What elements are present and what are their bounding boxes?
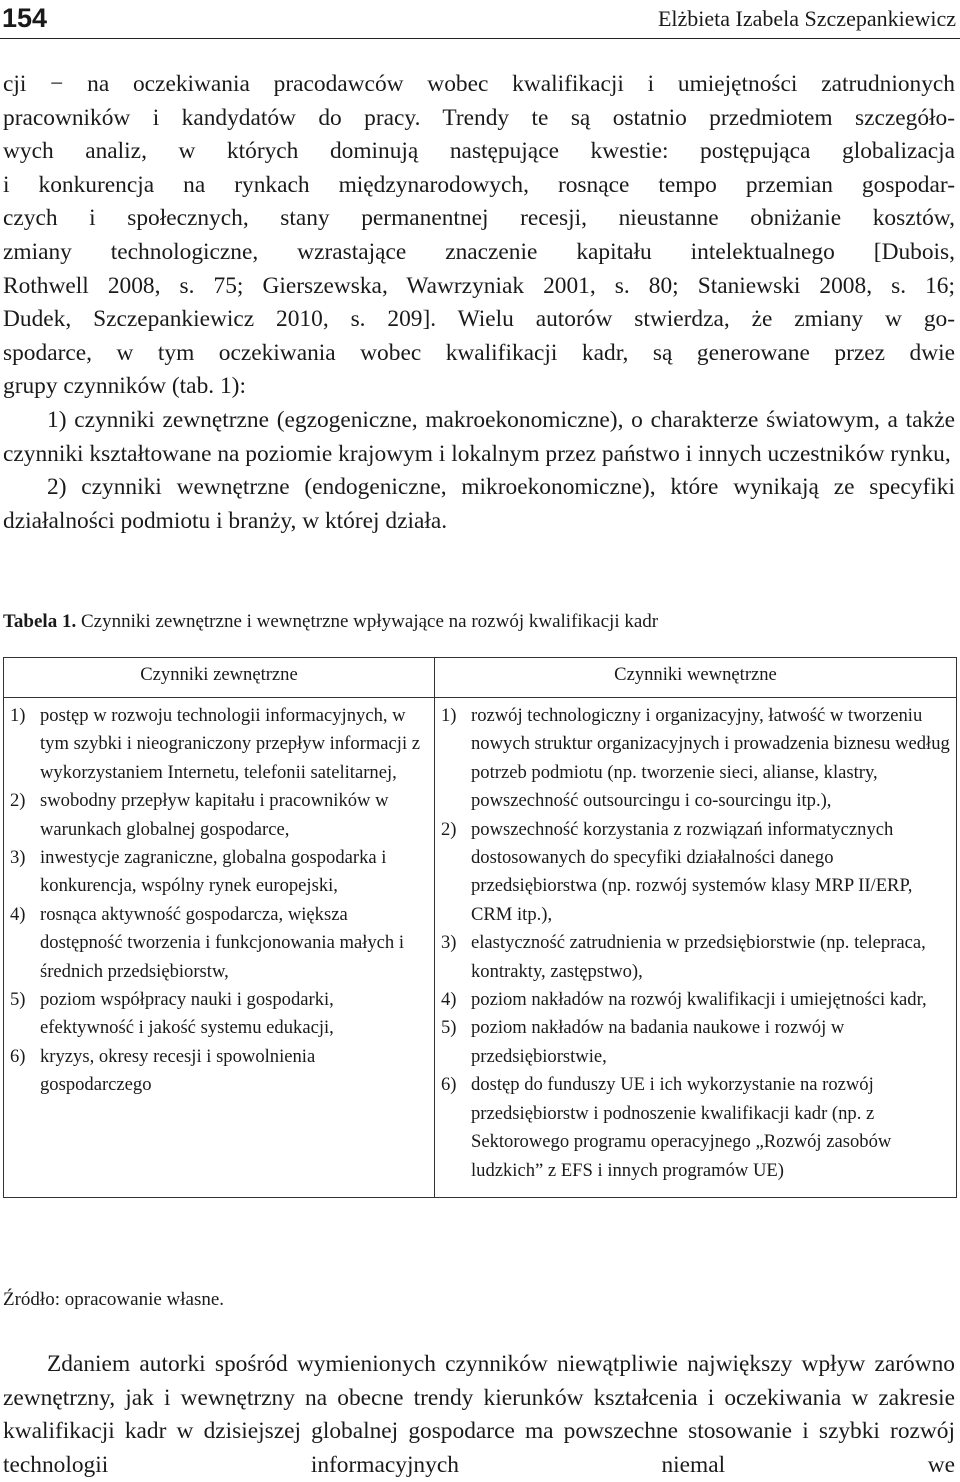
list-item xyxy=(441,702,950,816)
table-caption-label: Tabela 1. xyxy=(3,611,77,632)
list-item xyxy=(10,787,428,844)
item-text: rozwój technologiczny i organizacyjny, łatwość w tworzeniu nowych struktur organizacyjnych i prowadzenia biznesu według potrzeb podmiotu (np. tworzenie sieci, alianse, klastry, powszechność outsourcingu i co-sourcingu itp.), xyxy=(471,705,950,812)
item-text: poziom nakładów na rozwój kwalifikacji i umiejętności kadr, xyxy=(471,989,927,1011)
text-line: spodarce, w tym oczekiwania wobec kwalifikacji kadr, są generowane przez dwie xyxy=(3,339,955,366)
internal-factors-cell xyxy=(435,698,957,1198)
list-item xyxy=(441,816,950,930)
list-item xyxy=(441,1014,950,1071)
item-number: 1) xyxy=(441,705,457,726)
running-head: Elżbieta Izabela Szczepankiewicz xyxy=(657,6,956,31)
item-number: 3) xyxy=(441,932,457,954)
text-line: Dudek, Szczepankiewicz 2010, s. 209]. Wielu autorów stwierdza, że zmiany w go- xyxy=(3,306,955,333)
item-text: poziom nakładów na badania naukowe i rozwój w przedsiębiorstwie, xyxy=(471,1017,845,1067)
item-number: 6) xyxy=(441,1074,457,1096)
item-text: rosnąca aktywność gospodarcza, większa dostępność tworzenia i funkcjonowania małych i średnich przedsiębiorstw, xyxy=(40,903,405,982)
text-line: grupy czynników (tab. 1): xyxy=(3,373,246,400)
item-number: 2) xyxy=(10,790,26,812)
list-item xyxy=(10,702,428,787)
list-item xyxy=(10,901,428,986)
table-header-external: Czynniki zewnętrzne xyxy=(4,658,435,698)
item-text: powszechność korzystania z rozwiązań informatycznych dostosowanych do specyfiki działalności danego przedsiębiorstwa (np. rozwój systemów klasy MRP II/ERP, CRM itp.), xyxy=(471,818,913,925)
list-item xyxy=(10,1043,428,1100)
item-text: kryzys, okresy recesji i spowolnienia gospodarczego xyxy=(40,1045,316,1096)
item-number: 5) xyxy=(10,989,26,1011)
item-text: postęp w rozwoju technologii informacyjnych, w tym szybki i nieograniczony przepływ informacji z wykorzystaniem Internetu, telefonii satelitarnej, xyxy=(40,705,421,783)
list-item-external: 1) czynniki zewnętrzne (egzogeniczne, makroekonomiczne), o charakterze światowym, a także czynniki kształtowane na poziomie krajowym i lokalnym przez państwo i innych uczestników rynku, xyxy=(3,406,955,467)
table-caption xyxy=(3,608,658,636)
list-item xyxy=(441,1071,950,1185)
list-item xyxy=(10,986,428,1043)
item-text: poziom współpracy nauki i gospodarki, efektywność i jakość systemu edukacji, xyxy=(40,989,334,1039)
list-item xyxy=(441,929,950,986)
item-text: dostęp do funduszy UE i ich wykorzystanie na rozwój przedsiębiorstw i podnoszenie kwalifikacji kadr (np. z Sektorowego programu operacyjnego „Rozwój zasobów ludzkich” z EFS i innych programów UE) xyxy=(471,1074,892,1181)
item-text: elastyczność zatrudnienia w przedsiębiorstwie (np. telepraca, kontrakty, zastępstwo), xyxy=(471,932,926,982)
body-paragraph-1 xyxy=(3,68,955,538)
item-number: 5) xyxy=(441,1017,457,1039)
text-line: pracowników i kandydatów do pracy. Trendy te są ostatnio przedmiotem szczegóło- xyxy=(3,104,955,131)
text-line: cji − na oczekiwania pracodawców wobec kwalifikacji i umiejętności zatrudnionych xyxy=(3,71,955,97)
item-number: 2) xyxy=(441,818,457,840)
body-paragraph-final xyxy=(3,1348,955,1482)
item-number: 4) xyxy=(441,989,457,1011)
page-number: 154 xyxy=(2,3,48,33)
table-source: Źródło: opracowanie własne. xyxy=(3,1289,225,1310)
text-line: Rothwell 2008, s. 75; Gierszewska, Wawrzyniak 2001, s. 80; Staniewski 2008, s. 16; xyxy=(3,272,955,299)
list-item-internal: 2) czynniki wewnętrzne (endogeniczne, mikroekonomiczne), które wynikają ze specyfiki działalności podmiotu i branży, w której działa. xyxy=(3,474,955,534)
item-number: 1) xyxy=(10,705,26,726)
item-text: inwestycje zagraniczne, globalna gospodarka i konkurencja, wspólny rynek europejski, xyxy=(40,847,387,897)
table-header-internal: Czynniki wewnętrzne xyxy=(435,658,957,698)
list-item xyxy=(10,844,428,901)
text-line: czych i społecznych, stany permanentnej recesji, nieustanne obniżanie kosztów, xyxy=(3,205,955,232)
final-paragraph-text: Zdaniem autorki spośród wymienionych czynników niewątpliwie największy wpływ zarówno zewnętrzny, jak i wewnętrzny na obecne trendy kierunków kształcenia i oczekiwania w zakresie kwalifikacji kadr w dzisiejszej globalnej gospodarce ma powszechne stosowanie i szybki rozwój technologii informacyjnych niemal we xyxy=(3,1351,955,1478)
item-text: swobodny przepływ kapitału i pracowników w warunkach globalnej gospodarce, xyxy=(40,790,389,840)
item-number: 6) xyxy=(10,1045,26,1067)
text-line: zmiany technologiczne, wzrastające znaczenie kapitału intelektualnego [Dubois, xyxy=(3,238,955,265)
text-line: wych analiz, w których dominują następujące kwestie: postępująca globalizacja xyxy=(3,138,955,165)
page-header xyxy=(0,0,960,39)
item-number: 3) xyxy=(10,847,26,869)
table-caption-text: Czynniki zewnętrzne i wewnętrzne wpływające na rozwój kwalifikacji kadr xyxy=(80,611,659,632)
external-factors-cell xyxy=(4,698,435,1198)
list-item xyxy=(441,986,950,1014)
factors-table xyxy=(3,657,957,1198)
item-number: 4) xyxy=(10,903,26,925)
text-line: i konkurencja na rynkach międzynarodowych, rosnące tempo przemian gospodar- xyxy=(3,171,955,198)
